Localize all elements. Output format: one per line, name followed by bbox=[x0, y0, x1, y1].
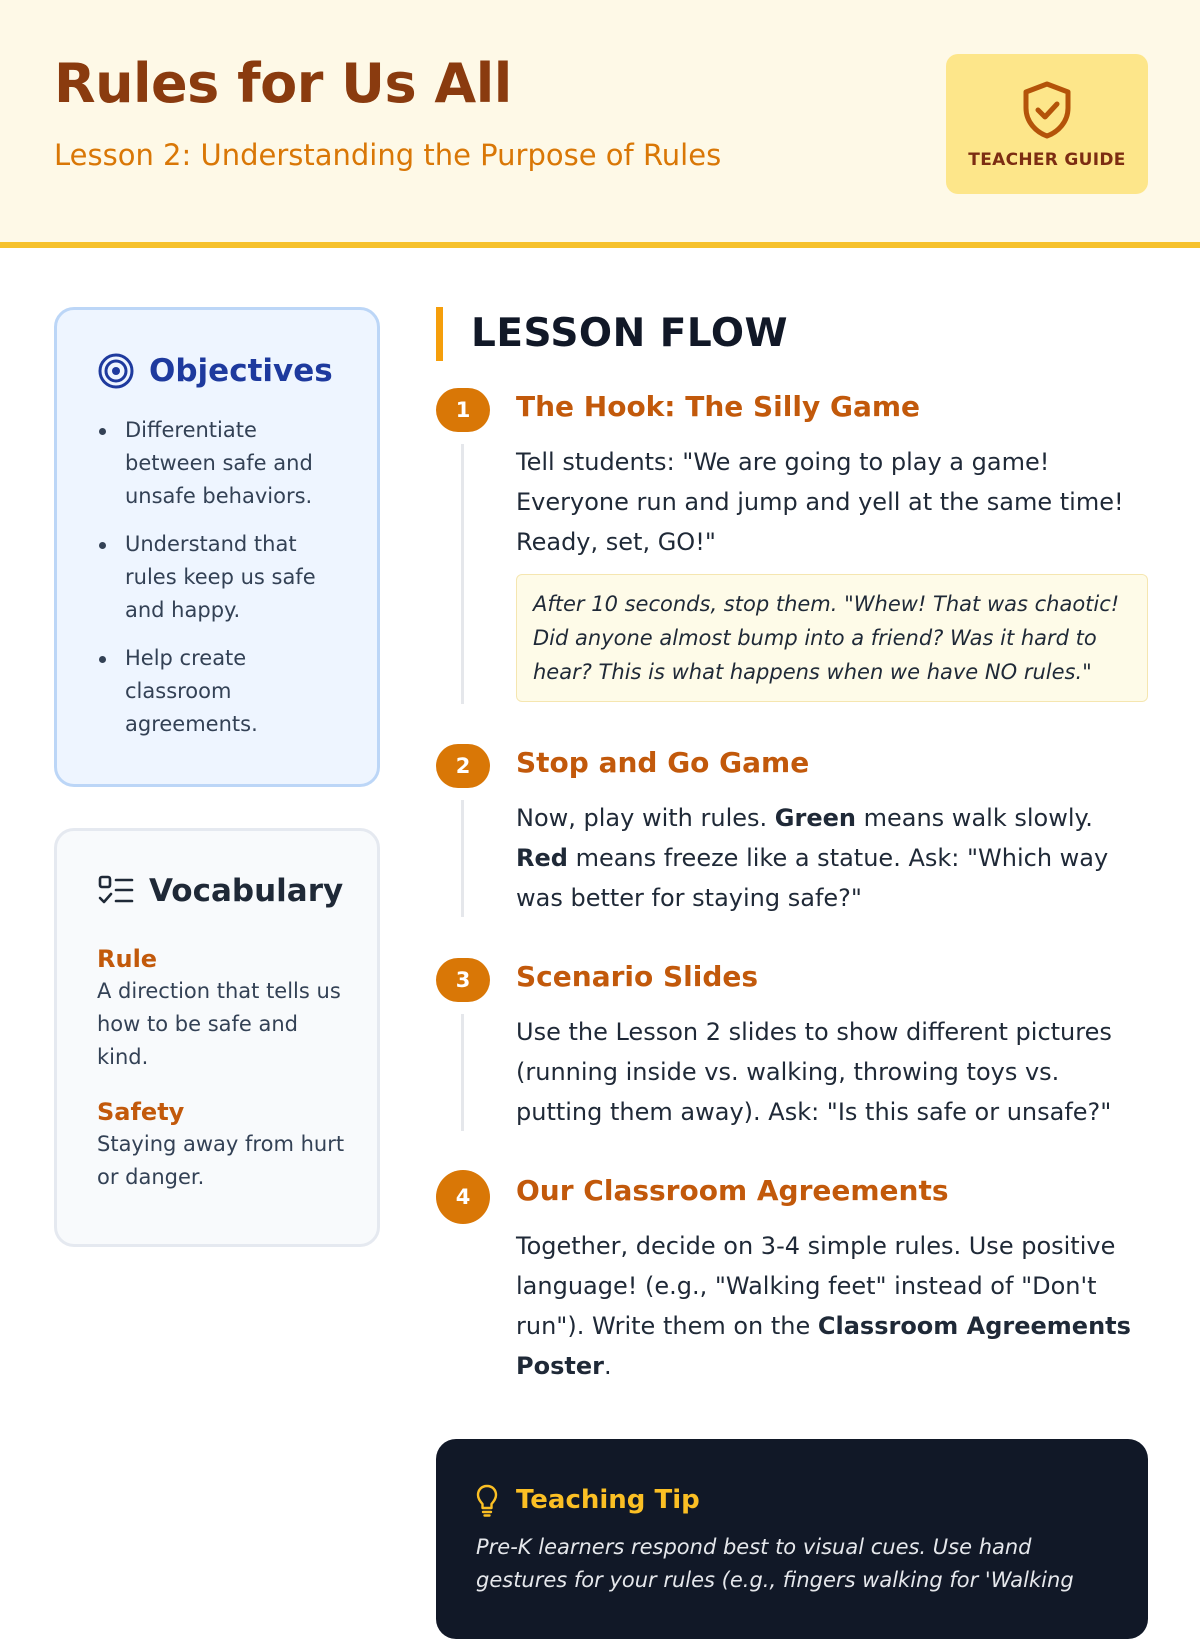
badge-label: TEACHER GUIDE bbox=[968, 150, 1126, 170]
page-subtitle: Lesson 2: Understanding the Purpose of Rules bbox=[54, 138, 722, 172]
step-text bbox=[516, 1226, 1148, 1386]
step-number-badge: 4 bbox=[436, 1170, 490, 1224]
vocab-definition: A direction that tells us how to be safe and kind. bbox=[97, 979, 341, 1069]
step-title: Scenario Slides bbox=[516, 960, 759, 993]
step-text: Tell students: "We are going to play a game! Everyone run and jump and yell at the same time! Ready, set, GO!" bbox=[516, 448, 1124, 556]
vocabulary-card bbox=[54, 828, 380, 1247]
step-text-part: . bbox=[603, 1352, 612, 1380]
step-number-badge: 3 bbox=[436, 958, 490, 1002]
objectives-heading-row bbox=[97, 352, 333, 390]
shield-check-icon bbox=[1020, 80, 1074, 140]
step-text bbox=[516, 798, 1148, 918]
vocabulary-heading-row bbox=[97, 873, 343, 909]
step-note: After 10 seconds, stop them. "Whew! That was chaotic! Did anyone almost bump into a friend? Was it hard to hear? This is what happens when we have NO rules." bbox=[516, 574, 1148, 702]
checklist-icon bbox=[97, 874, 135, 908]
step-text-emphasis: Green bbox=[774, 804, 856, 832]
teaching-tip-card bbox=[436, 1439, 1148, 1639]
step-text-part: means freeze like a statue. Ask: "Which way was better for staying safe?" bbox=[516, 844, 1109, 912]
step-text: Use the Lesson 2 slides to show different pictures (running inside vs. walking, throwing toys vs. putting them away). Ask: "Is this safe or unsafe?" bbox=[516, 1018, 1112, 1126]
target-icon bbox=[97, 352, 135, 390]
objectives-card bbox=[54, 307, 380, 787]
vocab-definition: Staying away from hurt or danger. bbox=[97, 1132, 345, 1189]
tip-text: Pre-K learners respond best to visual cues. Use hand gestures for your rules (e.g., fingers walking for 'Walking bbox=[476, 1535, 1074, 1592]
step-title: Our Classroom Agreements bbox=[516, 1174, 949, 1207]
step-connector bbox=[461, 444, 464, 704]
step-connector bbox=[461, 1014, 464, 1131]
page-title: Rules for Us All bbox=[54, 52, 512, 115]
tip-heading-row bbox=[476, 1483, 700, 1517]
objective-item: Differentiate between safe and unsafe behaviors. bbox=[97, 414, 347, 513]
step-connector bbox=[461, 800, 464, 917]
vocabulary-heading: Vocabulary bbox=[149, 873, 344, 909]
objectives-heading: Objectives bbox=[149, 353, 333, 389]
objectives-list bbox=[97, 414, 347, 756]
step-text-emphasis: Red bbox=[516, 844, 568, 872]
page-header bbox=[0, 0, 1200, 248]
lightbulb-icon bbox=[476, 1483, 498, 1517]
lesson-flow-heading: LESSON FLOW bbox=[436, 307, 788, 361]
vocab-term: Rule bbox=[97, 945, 158, 973]
step-title: Stop and Go Game bbox=[516, 746, 810, 779]
step-number-badge: 1 bbox=[436, 388, 490, 432]
teacher-guide-badge bbox=[946, 54, 1148, 194]
step-text-part: Together, decide on 3-4 simple rules. Use positive language! (e.g., "Walking feet" instead of "Don't run"). Write them on the bbox=[516, 1232, 1116, 1340]
objective-item: Understand that rules keep us safe and happy. bbox=[97, 528, 347, 627]
vocabulary-list bbox=[97, 943, 347, 1216]
vocab-term: Safety bbox=[97, 1098, 185, 1126]
step-text-part: means walk slowly. bbox=[855, 804, 1093, 832]
step-text-emphasis: Classroom Agreements Poster bbox=[516, 1312, 1131, 1380]
step-number-badge: 2 bbox=[436, 744, 490, 788]
tip-heading: Teaching Tip bbox=[516, 1485, 700, 1515]
step-title: The Hook: The Silly Game bbox=[516, 390, 921, 423]
step-text-part: Now, play with rules. bbox=[516, 804, 775, 832]
objective-item: Help create classroom agreements. bbox=[97, 642, 347, 741]
